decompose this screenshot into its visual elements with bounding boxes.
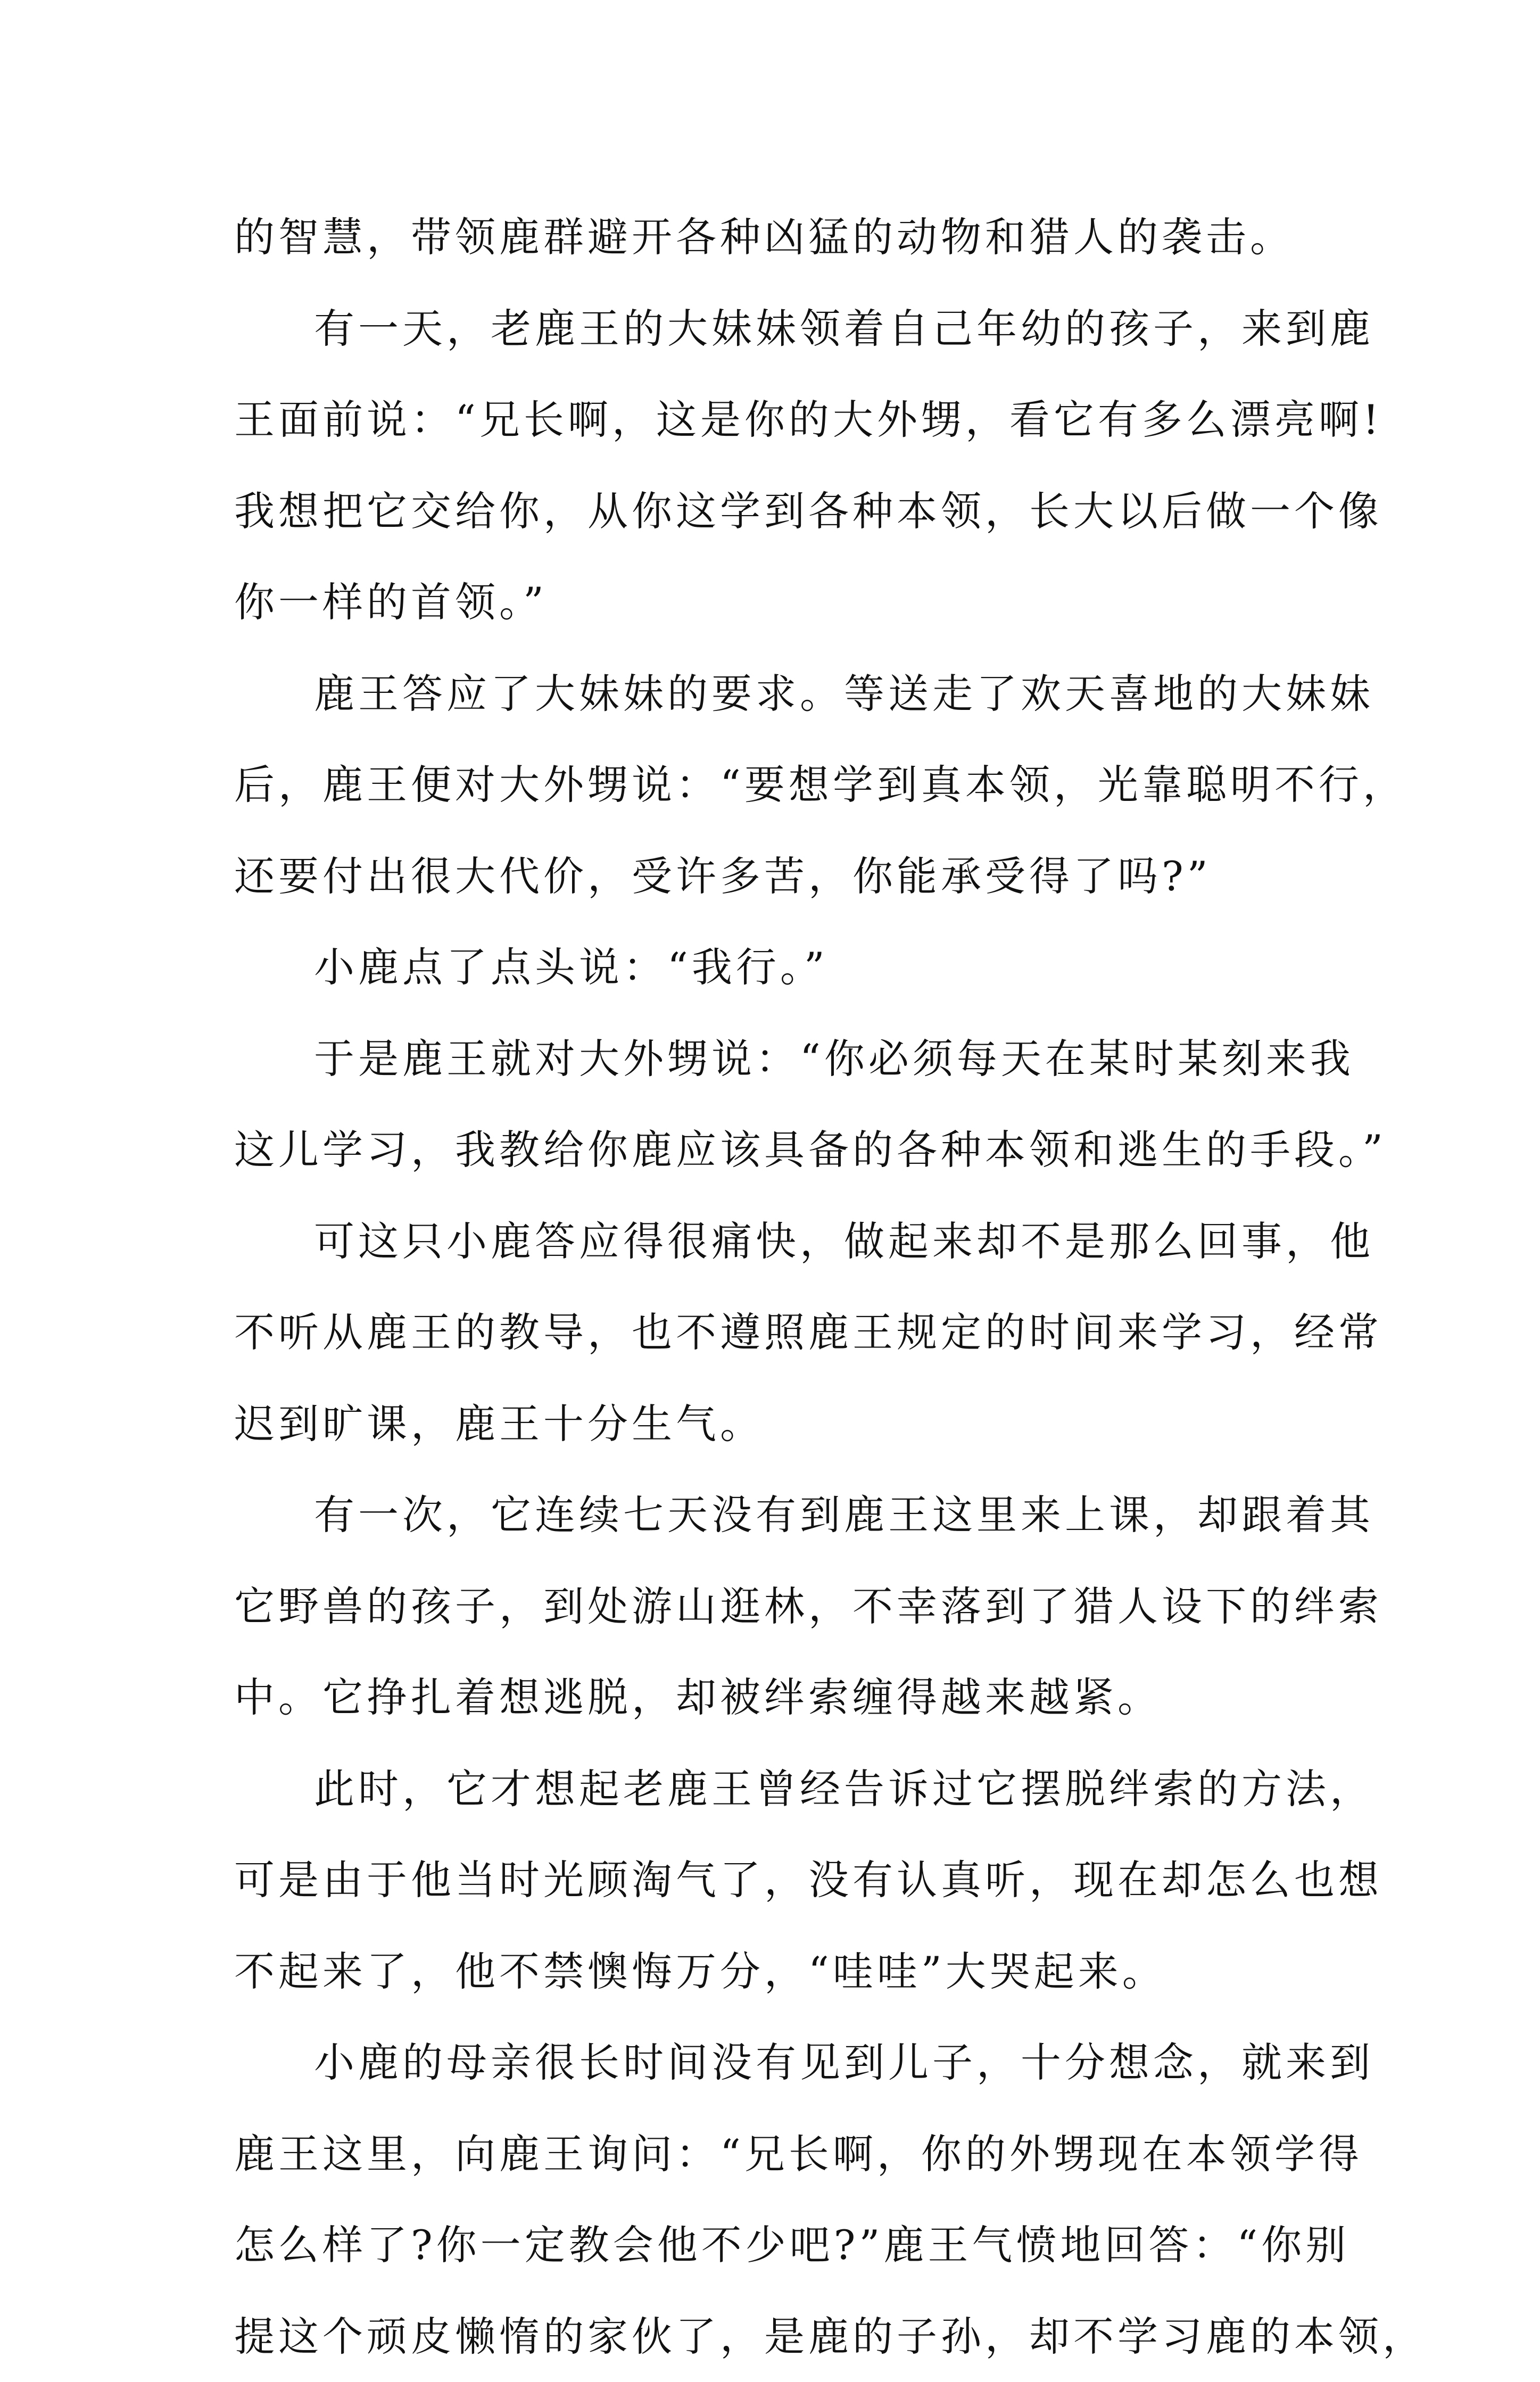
text-line: 这儿学习，我教给你鹿应该具备的各种本领和逃生的手段。” [234, 1104, 1309, 1196]
text-line: 小鹿的母亲很长时间没有见到儿子，十分想念，就来到 [234, 2017, 1309, 2108]
text-line: 小鹿点了点头说：“我行。” [234, 922, 1309, 1013]
text-line: 王面前说：“兄长啊，这是你的大外甥，看它有多么漂亮啊! [234, 374, 1309, 466]
text-line: 可这只小鹿答应得很痛快，做起来却不是那么回事，他 [234, 1196, 1309, 1287]
text-line: 鹿王答应了大妹妹的要求。等送走了欢天喜地的大妹妹 [234, 648, 1309, 740]
text-line: 鹿王这里，向鹿王询问：“兄长啊，你的外甥现在本领学得 [234, 2108, 1309, 2200]
text-line: 提这个顽皮懒惰的家伙了，是鹿的子孙，却不学习鹿的本领， [234, 2291, 1309, 2382]
text-line: 迟到旷课，鹿王十分生气。 [234, 1378, 1309, 1470]
text-line: 于是鹿王就对大外甥说：“你必须每天在某时某刻来我 [234, 1013, 1309, 1105]
text-line: 此时，它才想起老鹿王曾经告诉过它摆脱绊索的方法， [234, 1743, 1309, 1835]
text-line: 中。它挣扎着想逃脱，却被绊索缠得越来越紧。 [234, 1652, 1309, 1743]
text-line: 它野兽的孩子，到处游山逛林，不幸落到了猎人设下的绊索 [234, 1561, 1309, 1652]
text-line: 你一样的首领。” [234, 557, 1309, 648]
text-line: 还要付出很大代价，受许多苦，你能承受得了吗?” [234, 831, 1309, 922]
text-line: 不起来了，他不禁懊悔万分，“哇哇”大哭起来。 [234, 1926, 1309, 2017]
text-line: 不听从鹿王的教导，也不遵照鹿王规定的时间来学习，经常 [234, 1287, 1309, 1378]
text-line: 我想把它交给你，从你这学到各种本领，长大以后做一个像 [234, 466, 1309, 557]
body-text [234, 192, 1309, 2382]
text-line: 的智慧，带领鹿群避开各种凶猛的动物和猎人的袭击。 [234, 192, 1309, 283]
text-line: 有一天，老鹿王的大妹妹领着自己年幼的孩子，来到鹿 [234, 283, 1309, 375]
text-line: 怎么样了?你一定教会他不少吧?”鹿王气愤地回答：“你别 [234, 2199, 1309, 2291]
text-line: 后，鹿王便对大外甥说：“要想学到真本领，光靠聪明不行， [234, 739, 1309, 831]
text-line: 有一次，它连续七天没有到鹿王这里来上课，却跟着其 [234, 1469, 1309, 1561]
text-line: 可是由于他当时光顾淘气了，没有认真听，现在却怎么也想 [234, 1834, 1309, 1926]
